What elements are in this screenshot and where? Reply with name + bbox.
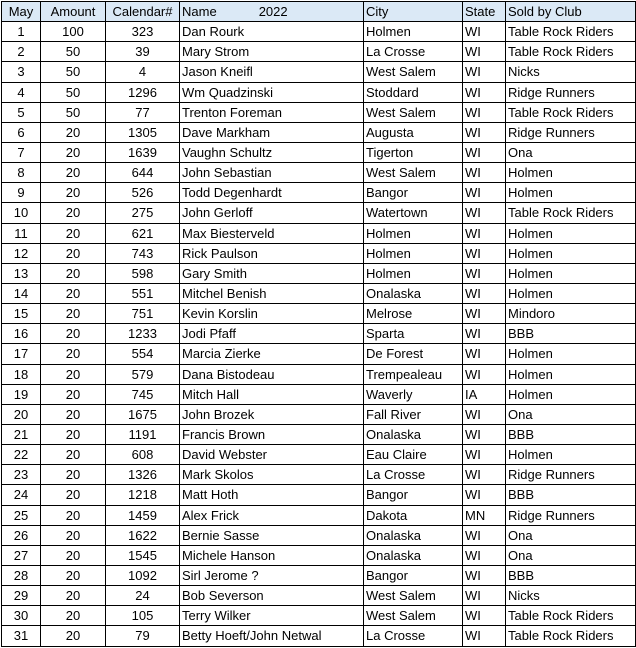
cell-state: WI	[463, 122, 506, 142]
column-header-city: City	[364, 2, 463, 22]
table-row	[2, 203, 636, 223]
cell-may: 16	[2, 324, 41, 344]
cell-name: Bernie Sasse	[180, 525, 364, 545]
cell-state: WI	[463, 606, 506, 626]
cell-club: Table Rock Riders	[506, 626, 636, 646]
cell-city: Dakota	[364, 505, 463, 525]
cell-city: Onalaska	[364, 545, 463, 565]
cell-amount: 20	[41, 606, 106, 626]
cell-name: Mark Skolos	[180, 465, 364, 485]
cell-calendar: 554	[106, 344, 180, 364]
cell-calendar: 1305	[106, 122, 180, 142]
table-row	[2, 424, 636, 444]
cell-may: 7	[2, 142, 41, 162]
table-row	[2, 42, 636, 62]
cell-club: Holmen	[506, 223, 636, 243]
cell-city: Onalaska	[364, 283, 463, 303]
cell-calendar: 1545	[106, 545, 180, 565]
cell-club: Holmen	[506, 445, 636, 465]
cell-state: WI	[463, 304, 506, 324]
cell-calendar: 551	[106, 283, 180, 303]
column-header-calendar: Calendar#	[106, 2, 180, 22]
cell-club: Holmen	[506, 263, 636, 283]
table-row	[2, 283, 636, 303]
table-row	[2, 465, 636, 485]
cell-name: John Brozek	[180, 404, 364, 424]
cell-state: WI	[463, 163, 506, 183]
table-row	[2, 102, 636, 122]
cell-city: Augusta	[364, 122, 463, 142]
cell-club: Ona	[506, 545, 636, 565]
cell-city: West Salem	[364, 102, 463, 122]
cell-name: Francis Brown	[180, 424, 364, 444]
cell-calendar: 1622	[106, 525, 180, 545]
cell-calendar: 1233	[106, 324, 180, 344]
cell-state: WI	[463, 465, 506, 485]
cell-club: Ridge Runners	[506, 122, 636, 142]
cell-may: 9	[2, 183, 41, 203]
cell-club: Ona	[506, 404, 636, 424]
cell-name: Gary Smith	[180, 263, 364, 283]
cell-state: MN	[463, 505, 506, 525]
cell-may: 15	[2, 304, 41, 324]
cell-club: Nicks	[506, 62, 636, 82]
cell-club: Ridge Runners	[506, 505, 636, 525]
cell-club: Table Rock Riders	[506, 606, 636, 626]
cell-city: Onalaska	[364, 424, 463, 444]
cell-club: Holmen	[506, 384, 636, 404]
cell-amount: 20	[41, 203, 106, 223]
cell-city: Sparta	[364, 324, 463, 344]
table-row	[2, 263, 636, 283]
cell-name: Marcia Zierke	[180, 344, 364, 364]
column-header-state: State	[463, 2, 506, 22]
cell-name: Dana Bistodeau	[180, 364, 364, 384]
column-header-may: May	[2, 2, 41, 22]
cell-may: 18	[2, 364, 41, 384]
cell-amount: 20	[41, 505, 106, 525]
cell-city: Bangor	[364, 565, 463, 585]
table-row	[2, 22, 636, 42]
cell-name: Jason Kneifl	[180, 62, 364, 82]
cell-state: IA	[463, 384, 506, 404]
cell-may: 28	[2, 565, 41, 585]
cell-calendar: 1639	[106, 142, 180, 162]
table-row	[2, 445, 636, 465]
cell-calendar: 1218	[106, 485, 180, 505]
column-header-name-label: Name	[182, 4, 217, 20]
cell-calendar: 526	[106, 183, 180, 203]
table-row	[2, 243, 636, 263]
cell-name: Mitchel Benish	[180, 283, 364, 303]
cell-city: Onalaska	[364, 525, 463, 545]
cell-may: 14	[2, 283, 41, 303]
cell-name: Sirl Jerome ?	[180, 565, 364, 585]
cell-name: Kevin Korslin	[180, 304, 364, 324]
cell-amount: 20	[41, 223, 106, 243]
cell-club: Mindoro	[506, 304, 636, 324]
cell-may: 23	[2, 465, 41, 485]
cell-may: 22	[2, 445, 41, 465]
cell-state: WI	[463, 344, 506, 364]
cell-may: 4	[2, 82, 41, 102]
header-row	[2, 2, 636, 22]
cell-name: Matt Hoth	[180, 485, 364, 505]
cell-may: 27	[2, 545, 41, 565]
cell-calendar: 1459	[106, 505, 180, 525]
cell-may: 25	[2, 505, 41, 525]
cell-state: WI	[463, 82, 506, 102]
cell-state: WI	[463, 626, 506, 646]
cell-amount: 20	[41, 163, 106, 183]
cell-state: WI	[463, 485, 506, 505]
cell-city: Watertown	[364, 203, 463, 223]
cell-state: WI	[463, 283, 506, 303]
cell-may: 29	[2, 586, 41, 606]
cell-name: Terry Wilker	[180, 606, 364, 626]
cell-name: David Webster	[180, 445, 364, 465]
cell-may: 24	[2, 485, 41, 505]
cell-club: Holmen	[506, 364, 636, 384]
cell-may: 20	[2, 404, 41, 424]
cell-calendar: 4	[106, 62, 180, 82]
cell-name: Trenton Foreman	[180, 102, 364, 122]
table-row	[2, 606, 636, 626]
cell-calendar: 77	[106, 102, 180, 122]
cell-state: WI	[463, 142, 506, 162]
cell-name: Betty Hoeft/John Netwal	[180, 626, 364, 646]
cell-amount: 20	[41, 525, 106, 545]
cell-may: 13	[2, 263, 41, 283]
cell-amount: 20	[41, 445, 106, 465]
cell-calendar: 1296	[106, 82, 180, 102]
cell-state: WI	[463, 203, 506, 223]
table-row	[2, 344, 636, 364]
winners-table	[1, 1, 636, 647]
cell-calendar: 39	[106, 42, 180, 62]
cell-may: 26	[2, 525, 41, 545]
cell-calendar: 1092	[106, 565, 180, 585]
cell-amount: 20	[41, 304, 106, 324]
cell-may: 6	[2, 122, 41, 142]
cell-may: 12	[2, 243, 41, 263]
table-row	[2, 304, 636, 324]
cell-club: Nicks	[506, 586, 636, 606]
cell-state: WI	[463, 223, 506, 243]
cell-amount: 100	[41, 22, 106, 42]
cell-city: La Crosse	[364, 465, 463, 485]
table-row	[2, 62, 636, 82]
cell-state: WI	[463, 586, 506, 606]
cell-calendar: 608	[106, 445, 180, 465]
cell-city: Waverly	[364, 384, 463, 404]
cell-name: John Sebastian	[180, 163, 364, 183]
cell-amount: 20	[41, 364, 106, 384]
cell-city: West Salem	[364, 163, 463, 183]
cell-city: La Crosse	[364, 42, 463, 62]
cell-calendar: 24	[106, 586, 180, 606]
cell-club: Ona	[506, 525, 636, 545]
cell-amount: 20	[41, 565, 106, 585]
cell-name: Alex Frick	[180, 505, 364, 525]
cell-state: WI	[463, 102, 506, 122]
cell-amount: 20	[41, 122, 106, 142]
table-row	[2, 324, 636, 344]
cell-amount: 20	[41, 142, 106, 162]
cell-calendar: 105	[106, 606, 180, 626]
cell-amount: 20	[41, 626, 106, 646]
table-row	[2, 485, 636, 505]
cell-amount: 20	[41, 586, 106, 606]
cell-amount: 50	[41, 102, 106, 122]
cell-calendar: 275	[106, 203, 180, 223]
table-row	[2, 183, 636, 203]
cell-name: Dave Markham	[180, 122, 364, 142]
cell-club: BBB	[506, 565, 636, 585]
cell-name: Mitch Hall	[180, 384, 364, 404]
cell-may: 10	[2, 203, 41, 223]
column-header-amount: Amount	[41, 2, 106, 22]
cell-may: 3	[2, 62, 41, 82]
table-row	[2, 626, 636, 646]
cell-club: BBB	[506, 324, 636, 344]
cell-city: La Crosse	[364, 626, 463, 646]
cell-club: Ridge Runners	[506, 82, 636, 102]
cell-city: Stoddard	[364, 82, 463, 102]
table-row	[2, 142, 636, 162]
cell-state: WI	[463, 263, 506, 283]
cell-club: Table Rock Riders	[506, 22, 636, 42]
cell-state: WI	[463, 424, 506, 444]
cell-club: Ridge Runners	[506, 465, 636, 485]
table-row	[2, 525, 636, 545]
table-row	[2, 82, 636, 102]
cell-city: Holmen	[364, 243, 463, 263]
table-row	[2, 505, 636, 525]
cell-may: 31	[2, 626, 41, 646]
cell-calendar: 598	[106, 263, 180, 283]
table-row	[2, 404, 636, 424]
cell-name: Todd Degenhardt	[180, 183, 364, 203]
cell-amount: 20	[41, 545, 106, 565]
cell-state: WI	[463, 545, 506, 565]
cell-state: WI	[463, 404, 506, 424]
cell-name: Wm Quadzinski	[180, 82, 364, 102]
cell-name: Vaughn Schultz	[180, 142, 364, 162]
cell-calendar: 745	[106, 384, 180, 404]
cell-city: Bangor	[364, 183, 463, 203]
cell-calendar: 644	[106, 163, 180, 183]
cell-city: Trempealeau	[364, 364, 463, 384]
cell-calendar: 323	[106, 22, 180, 42]
column-header-club: Sold by Club	[506, 2, 636, 22]
cell-city: Bangor	[364, 485, 463, 505]
cell-state: WI	[463, 525, 506, 545]
cell-amount: 20	[41, 485, 106, 505]
cell-club: Table Rock Riders	[506, 42, 636, 62]
cell-amount: 20	[41, 283, 106, 303]
table-row	[2, 586, 636, 606]
cell-city: Holmen	[364, 223, 463, 243]
cell-name: Bob Severson	[180, 586, 364, 606]
cell-amount: 50	[41, 82, 106, 102]
cell-may: 17	[2, 344, 41, 364]
cell-club: Ona	[506, 142, 636, 162]
cell-name: Rick Paulson	[180, 243, 364, 263]
table-row	[2, 223, 636, 243]
table-row	[2, 565, 636, 585]
cell-may: 2	[2, 42, 41, 62]
cell-city: West Salem	[364, 62, 463, 82]
cell-state: WI	[463, 183, 506, 203]
cell-amount: 20	[41, 243, 106, 263]
cell-calendar: 1191	[106, 424, 180, 444]
cell-club: BBB	[506, 424, 636, 444]
cell-calendar: 621	[106, 223, 180, 243]
cell-city: West Salem	[364, 606, 463, 626]
cell-name: Michele Hanson	[180, 545, 364, 565]
cell-name: Mary Strom	[180, 42, 364, 62]
cell-may: 21	[2, 424, 41, 444]
cell-amount: 20	[41, 183, 106, 203]
cell-club: Table Rock Riders	[506, 203, 636, 223]
cell-may: 8	[2, 163, 41, 183]
cell-calendar: 1675	[106, 404, 180, 424]
cell-state: WI	[463, 62, 506, 82]
cell-state: WI	[463, 243, 506, 263]
cell-calendar: 79	[106, 626, 180, 646]
cell-club: BBB	[506, 485, 636, 505]
cell-name: Max Biesterveld	[180, 223, 364, 243]
cell-amount: 50	[41, 62, 106, 82]
cell-city: West Salem	[364, 586, 463, 606]
cell-state: WI	[463, 445, 506, 465]
cell-club: Holmen	[506, 163, 636, 183]
column-header-name	[180, 2, 364, 22]
cell-club: Table Rock Riders	[506, 102, 636, 122]
cell-amount: 20	[41, 424, 106, 444]
table-row	[2, 122, 636, 142]
cell-amount: 20	[41, 263, 106, 283]
cell-club: Holmen	[506, 283, 636, 303]
cell-calendar: 743	[106, 243, 180, 263]
column-header-year: 2022	[258, 4, 288, 20]
cell-state: WI	[463, 364, 506, 384]
cell-city: Melrose	[364, 304, 463, 324]
cell-city: Holmen	[364, 22, 463, 42]
cell-name: John Gerloff	[180, 203, 364, 223]
cell-city: Holmen	[364, 263, 463, 283]
cell-club: Holmen	[506, 344, 636, 364]
cell-club: Holmen	[506, 243, 636, 263]
cell-amount: 20	[41, 465, 106, 485]
table-row	[2, 364, 636, 384]
cell-may: 5	[2, 102, 41, 122]
cell-calendar: 1326	[106, 465, 180, 485]
cell-city: Eau Claire	[364, 445, 463, 465]
cell-amount: 50	[41, 42, 106, 62]
cell-may: 19	[2, 384, 41, 404]
cell-state: WI	[463, 22, 506, 42]
cell-city: De Forest	[364, 344, 463, 364]
cell-state: WI	[463, 42, 506, 62]
cell-city: Fall River	[364, 404, 463, 424]
cell-amount: 20	[41, 384, 106, 404]
cell-name: Dan Rourk	[180, 22, 364, 42]
cell-city: Tigerton	[364, 142, 463, 162]
cell-amount: 20	[41, 404, 106, 424]
cell-may: 1	[2, 22, 41, 42]
cell-calendar: 751	[106, 304, 180, 324]
table-row	[2, 545, 636, 565]
cell-calendar: 579	[106, 364, 180, 384]
cell-state: WI	[463, 565, 506, 585]
cell-amount: 20	[41, 344, 106, 364]
cell-may: 30	[2, 606, 41, 626]
cell-state: WI	[463, 324, 506, 344]
cell-name: Jodi Pfaff	[180, 324, 364, 344]
cell-club: Holmen	[506, 183, 636, 203]
cell-may: 11	[2, 223, 41, 243]
cell-amount: 20	[41, 324, 106, 344]
table-row	[2, 163, 636, 183]
table-row	[2, 384, 636, 404]
